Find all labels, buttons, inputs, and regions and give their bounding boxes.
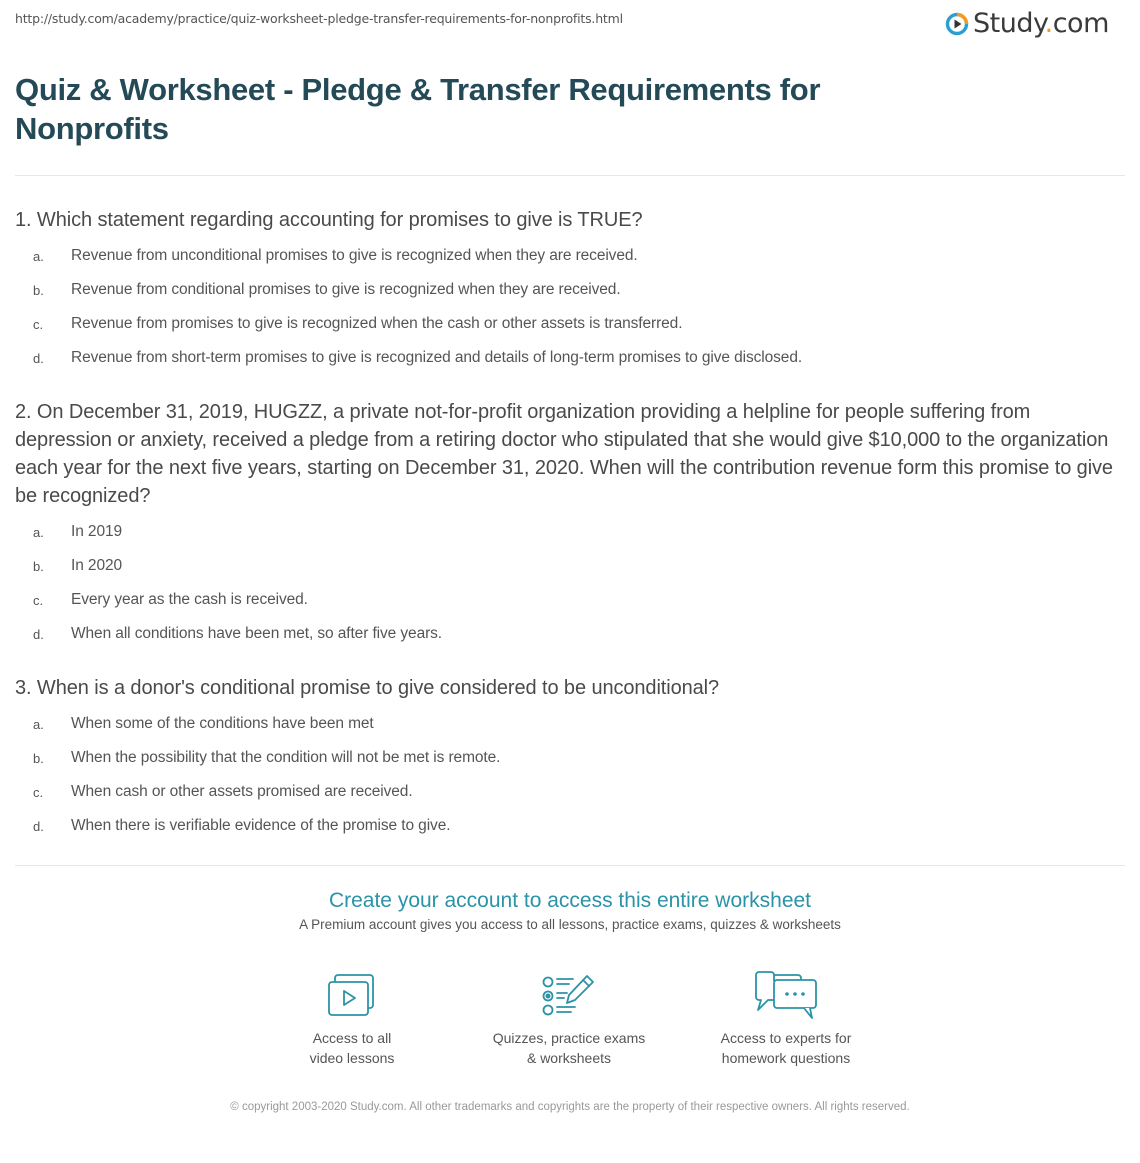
feature-label-line2: video lessons: [309, 1050, 395, 1066]
answer-option: [15, 775, 1125, 809]
answer-letter: a.: [33, 716, 44, 732]
answer-option: [15, 549, 1125, 583]
answer-letter: b.: [33, 750, 44, 766]
answer-letter: d.: [33, 350, 44, 366]
answer-option: [15, 707, 1125, 741]
feature-label-line2: & worksheets: [526, 1050, 612, 1066]
answer-letter: d.: [33, 818, 44, 834]
answer-letter: c.: [33, 592, 44, 608]
answer-list: [15, 239, 1125, 375]
answer-text: When some of the conditions have been met: [71, 715, 374, 732]
feature-quizzes: [469, 970, 669, 1068]
answer-letter: d.: [33, 626, 44, 642]
answer-option: [15, 809, 1125, 843]
feature-experts: [686, 970, 886, 1068]
title-divider: [15, 175, 1125, 176]
answer-text: Revenue from promises to give is recognized when the cash or other assets is transferred.: [71, 315, 683, 332]
answer-list: [15, 707, 1125, 843]
answer-text: Revenue from unconditional promises to give is recognized when they are received.: [71, 247, 638, 264]
play-circle-logo-icon: [945, 12, 969, 36]
answer-text: In 2019: [71, 523, 123, 540]
cta-title-link[interactable]: Create your account to access this entire worksheet: [328, 889, 812, 912]
feature-label-line1: Access to all: [312, 1030, 392, 1046]
answer-option: [15, 307, 1125, 341]
logo-dot: .: [1044, 8, 1053, 39]
feature-label-line1: Access to experts for: [720, 1030, 852, 1046]
question-1: [15, 206, 1125, 375]
answer-option: [15, 239, 1125, 273]
logo-name: Study: [973, 8, 1045, 39]
quiz-checklist-icon: [541, 973, 597, 1019]
answer-text: Every year as the cash is received.: [71, 591, 308, 608]
answer-text: When the possibility that the condition will not be met is remote.: [71, 749, 501, 766]
answer-option: [15, 741, 1125, 775]
question-2: [15, 398, 1125, 651]
answer-text: Revenue from conditional promises to give is recognized when they are received.: [71, 281, 621, 298]
feature-label-line2: homework questions: [721, 1050, 851, 1066]
study-logo[interactable]: [945, 6, 1109, 42]
feature-video-lessons: [252, 970, 452, 1068]
answer-letter: b.: [33, 282, 44, 298]
feature-label-line1: Quizzes, practice exams: [492, 1030, 646, 1046]
answer-letter: a.: [33, 524, 44, 540]
answer-letter: b.: [33, 558, 44, 574]
answer-letter: c.: [33, 316, 44, 332]
question-text: 2. On December 31, 2019, HUGZZ, a private not-for-profit organization providing a helpline for people suffering from depression or anxiety, received a pledge from a retiring doctor who stipulated that she would give $10,000 to the organization each year for the next five years, starting on December 31, 2020. When will the contribution revenue form this promise to give be recognized?: [15, 401, 1113, 507]
answer-text: Revenue from short-term promises to give is recognized and details of long-term promises to give disclosed.: [71, 349, 803, 366]
answer-letter: a.: [33, 248, 44, 264]
page-title: Quiz & Worksheet - Pledge & Transfer Requirements for Nonprofits: [15, 72, 821, 146]
answer-option: [15, 515, 1125, 549]
cta-subtitle: A Premium account gives you access to all lessons, practice exams, quizzes & worksheets: [299, 917, 841, 932]
answer-letter: c.: [33, 784, 44, 800]
question-text: 1. Which statement regarding accounting for promises to give is TRUE?: [15, 209, 643, 231]
answer-text: When there is verifiable evidence of the promise to give.: [71, 817, 451, 834]
chat-bubbles-icon: [754, 970, 818, 1022]
signup-cta: [0, 886, 1140, 932]
answer-list: [15, 515, 1125, 651]
page-url: http://study.com/academy/practice/quiz-worksheet-pledge-transfer-requirements-for-nonprofits.html: [15, 11, 623, 26]
answer-option: [15, 617, 1125, 651]
video-lessons-icon: [326, 973, 378, 1019]
answer-option: [15, 273, 1125, 307]
answer-text: When cash or other assets promised are received.: [71, 783, 413, 800]
logo-tld: com: [1052, 8, 1109, 39]
copyright-notice: © copyright 2003-2020 Study.com. All other trademarks and copyrights are the property of their respective owners. All rights reserved.: [230, 1101, 910, 1113]
question-text: 3. When is a donor's conditional promise to give considered to be unconditional?: [15, 677, 720, 699]
cta-divider: [15, 865, 1125, 866]
answer-text: When all conditions have been met, so after five years.: [71, 625, 443, 642]
answer-option: [15, 583, 1125, 617]
answer-text: In 2020: [71, 557, 123, 574]
question-3: [15, 674, 1125, 843]
answer-option: [15, 341, 1125, 375]
